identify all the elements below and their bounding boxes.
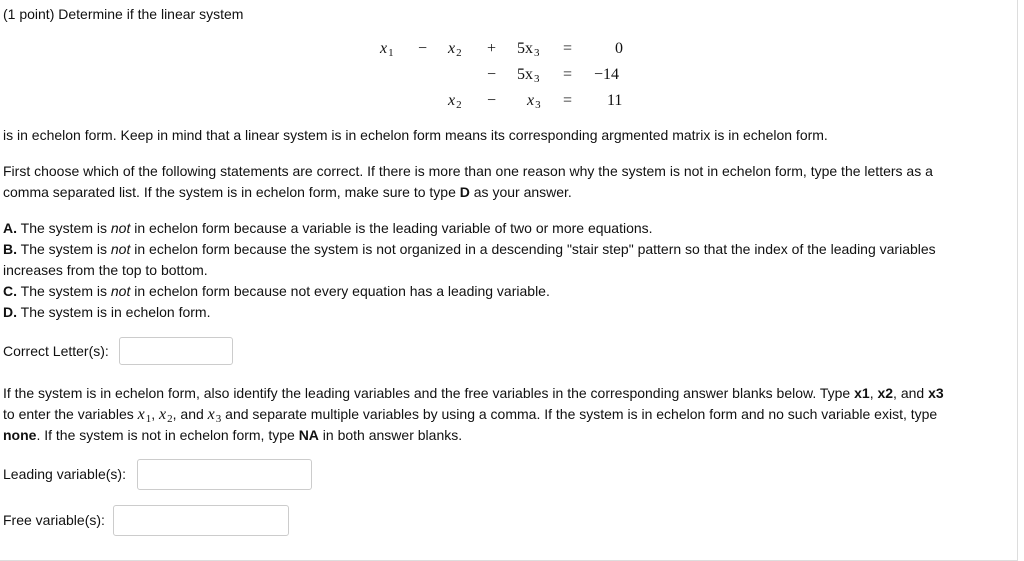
- leading-variables-label: Leading variable(s):: [3, 466, 126, 482]
- instruction-line-1: First choose which of the following statements are correct. If there is more than one reason why the system is not in echelon form, type the letters as a: [3, 163, 933, 179]
- correct-letters-input[interactable]: [119, 337, 233, 365]
- vars-instruction-line-1: If the system is in echelon form, also identify the leading variables and the free variables in the corresponding answer blanks below. Type x1, x2, and x3: [3, 385, 944, 401]
- leading-variables-input[interactable]: [137, 459, 312, 490]
- eq2-equals: =: [563, 66, 573, 83]
- correct-letters-label: Correct Letter(s):: [3, 343, 109, 359]
- var-x2: $x_2$: [159, 406, 173, 425]
- eq1-rhs: 0: [615, 40, 623, 57]
- eq3-op2: −: [487, 92, 497, 109]
- var-x1: $x_1$: [137, 406, 152, 425]
- option-c: C. The system is not in echelon form because not every equation has a leading variable.: [3, 283, 550, 299]
- right-border: [1017, 0, 1018, 561]
- eq1-op2: +: [487, 40, 497, 57]
- echelon-note: is in echelon form. Keep in mind that a linear system is in echelon form means its corresponding argmented matrix is in echelon form.: [3, 127, 828, 143]
- vars-instruction-line-2: to enter the variables $x_1$, $x_2$, and $x_3$ and separate multiple variables by using a comma. If the system is in echelon form and no such variable exist, type: [3, 406, 938, 425]
- free-variables-label: Free variable(s):: [3, 512, 105, 528]
- eq1-term-x1: $x_1$: [380, 40, 394, 59]
- eq3-term-x2: $x_2$: [448, 92, 462, 111]
- eq3-equals: =: [563, 92, 573, 109]
- eq1-term-x2: $x_2$: [448, 40, 462, 59]
- option-b: B. The system is not in echelon form because the system is not organized in a descending "stair step" pattern so that the index of the leading variables: [3, 241, 936, 257]
- eq2-op2: −: [487, 66, 497, 83]
- option-a: A. The system is not in echelon form because a variable is the leading variable of two or more equations.: [3, 220, 653, 236]
- option-b-line-2: increases from the top to bottom.: [3, 262, 208, 278]
- problem-header: (1 point) Determine if the linear system: [3, 6, 244, 22]
- eq2-term-5x3: $5x_3$: [517, 66, 540, 85]
- eq2-rhs: −14: [594, 66, 620, 83]
- eq3-term-x3: $x_3$: [527, 92, 541, 111]
- eq1-term-5x3: $5x_3$: [517, 40, 540, 59]
- eq1-equals: =: [563, 40, 573, 57]
- instruction-line-2: comma separated list. If the system is in echelon form, make sure to type D as your answer.: [3, 184, 572, 200]
- eq3-rhs: 11: [607, 92, 623, 109]
- free-variables-input[interactable]: [113, 505, 289, 536]
- vars-instruction-line-3: none. If the system is not in echelon form, type NA in both answer blanks.: [3, 427, 463, 443]
- option-d: D. The system is in echelon form.: [3, 304, 211, 320]
- eq1-op1: −: [418, 40, 428, 57]
- var-x3: $x_3$: [207, 406, 222, 425]
